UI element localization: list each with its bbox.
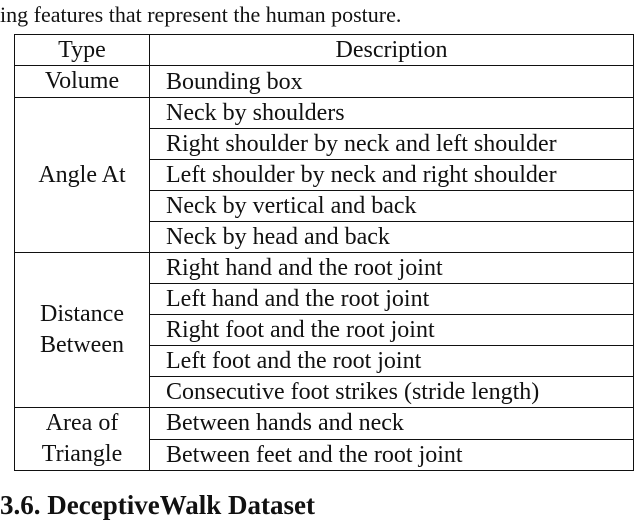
caption-text: ing features that represent the human posture. — [0, 2, 402, 27]
description-cell: Neck by head and back — [150, 222, 634, 253]
type-label: Volume — [44, 68, 120, 94]
table-header-row — [15, 35, 634, 66]
description-cell: Left foot and the root joint — [150, 346, 634, 377]
type-cell-volume — [15, 66, 150, 98]
section-heading: 3.6. DeceptiveWalk Dataset — [0, 490, 315, 520]
description-cell: Neck by shoulders — [150, 98, 634, 129]
type-label-line: Triangle — [41, 441, 123, 467]
description-cell: Left hand and the root joint — [150, 284, 634, 315]
type-label-line: Area of — [45, 410, 119, 436]
description-cell: Right foot and the root joint — [150, 315, 634, 346]
description-cell: Between feet and the root joint — [150, 439, 634, 471]
type-label-line: Distance — [40, 301, 124, 327]
type-cell-distance-between — [15, 253, 150, 408]
table-row — [15, 408, 634, 440]
table-row — [15, 98, 634, 129]
description-cell: Between hands and neck — [150, 408, 634, 440]
description-cell: Left shoulder by neck and right shoulder — [150, 160, 634, 191]
type-label-line: Between — [40, 332, 124, 358]
description-cell: Neck by vertical and back — [150, 191, 634, 222]
header-description: Description — [150, 35, 634, 66]
type-label: Angle At — [38, 161, 126, 188]
type-cell-angle-at — [15, 98, 150, 253]
table-row — [15, 66, 634, 98]
description-cell: Right hand and the root joint — [150, 253, 634, 284]
header-type: Type — [15, 35, 150, 66]
type-cell-area-of-triangle — [15, 408, 150, 471]
description-cell: Consecutive foot strikes (stride length) — [150, 377, 634, 408]
description-cell: Bounding box — [150, 66, 634, 98]
table-row — [15, 253, 634, 284]
description-cell: Right shoulder by neck and left shoulder — [150, 129, 634, 160]
posture-features-table — [14, 34, 634, 471]
